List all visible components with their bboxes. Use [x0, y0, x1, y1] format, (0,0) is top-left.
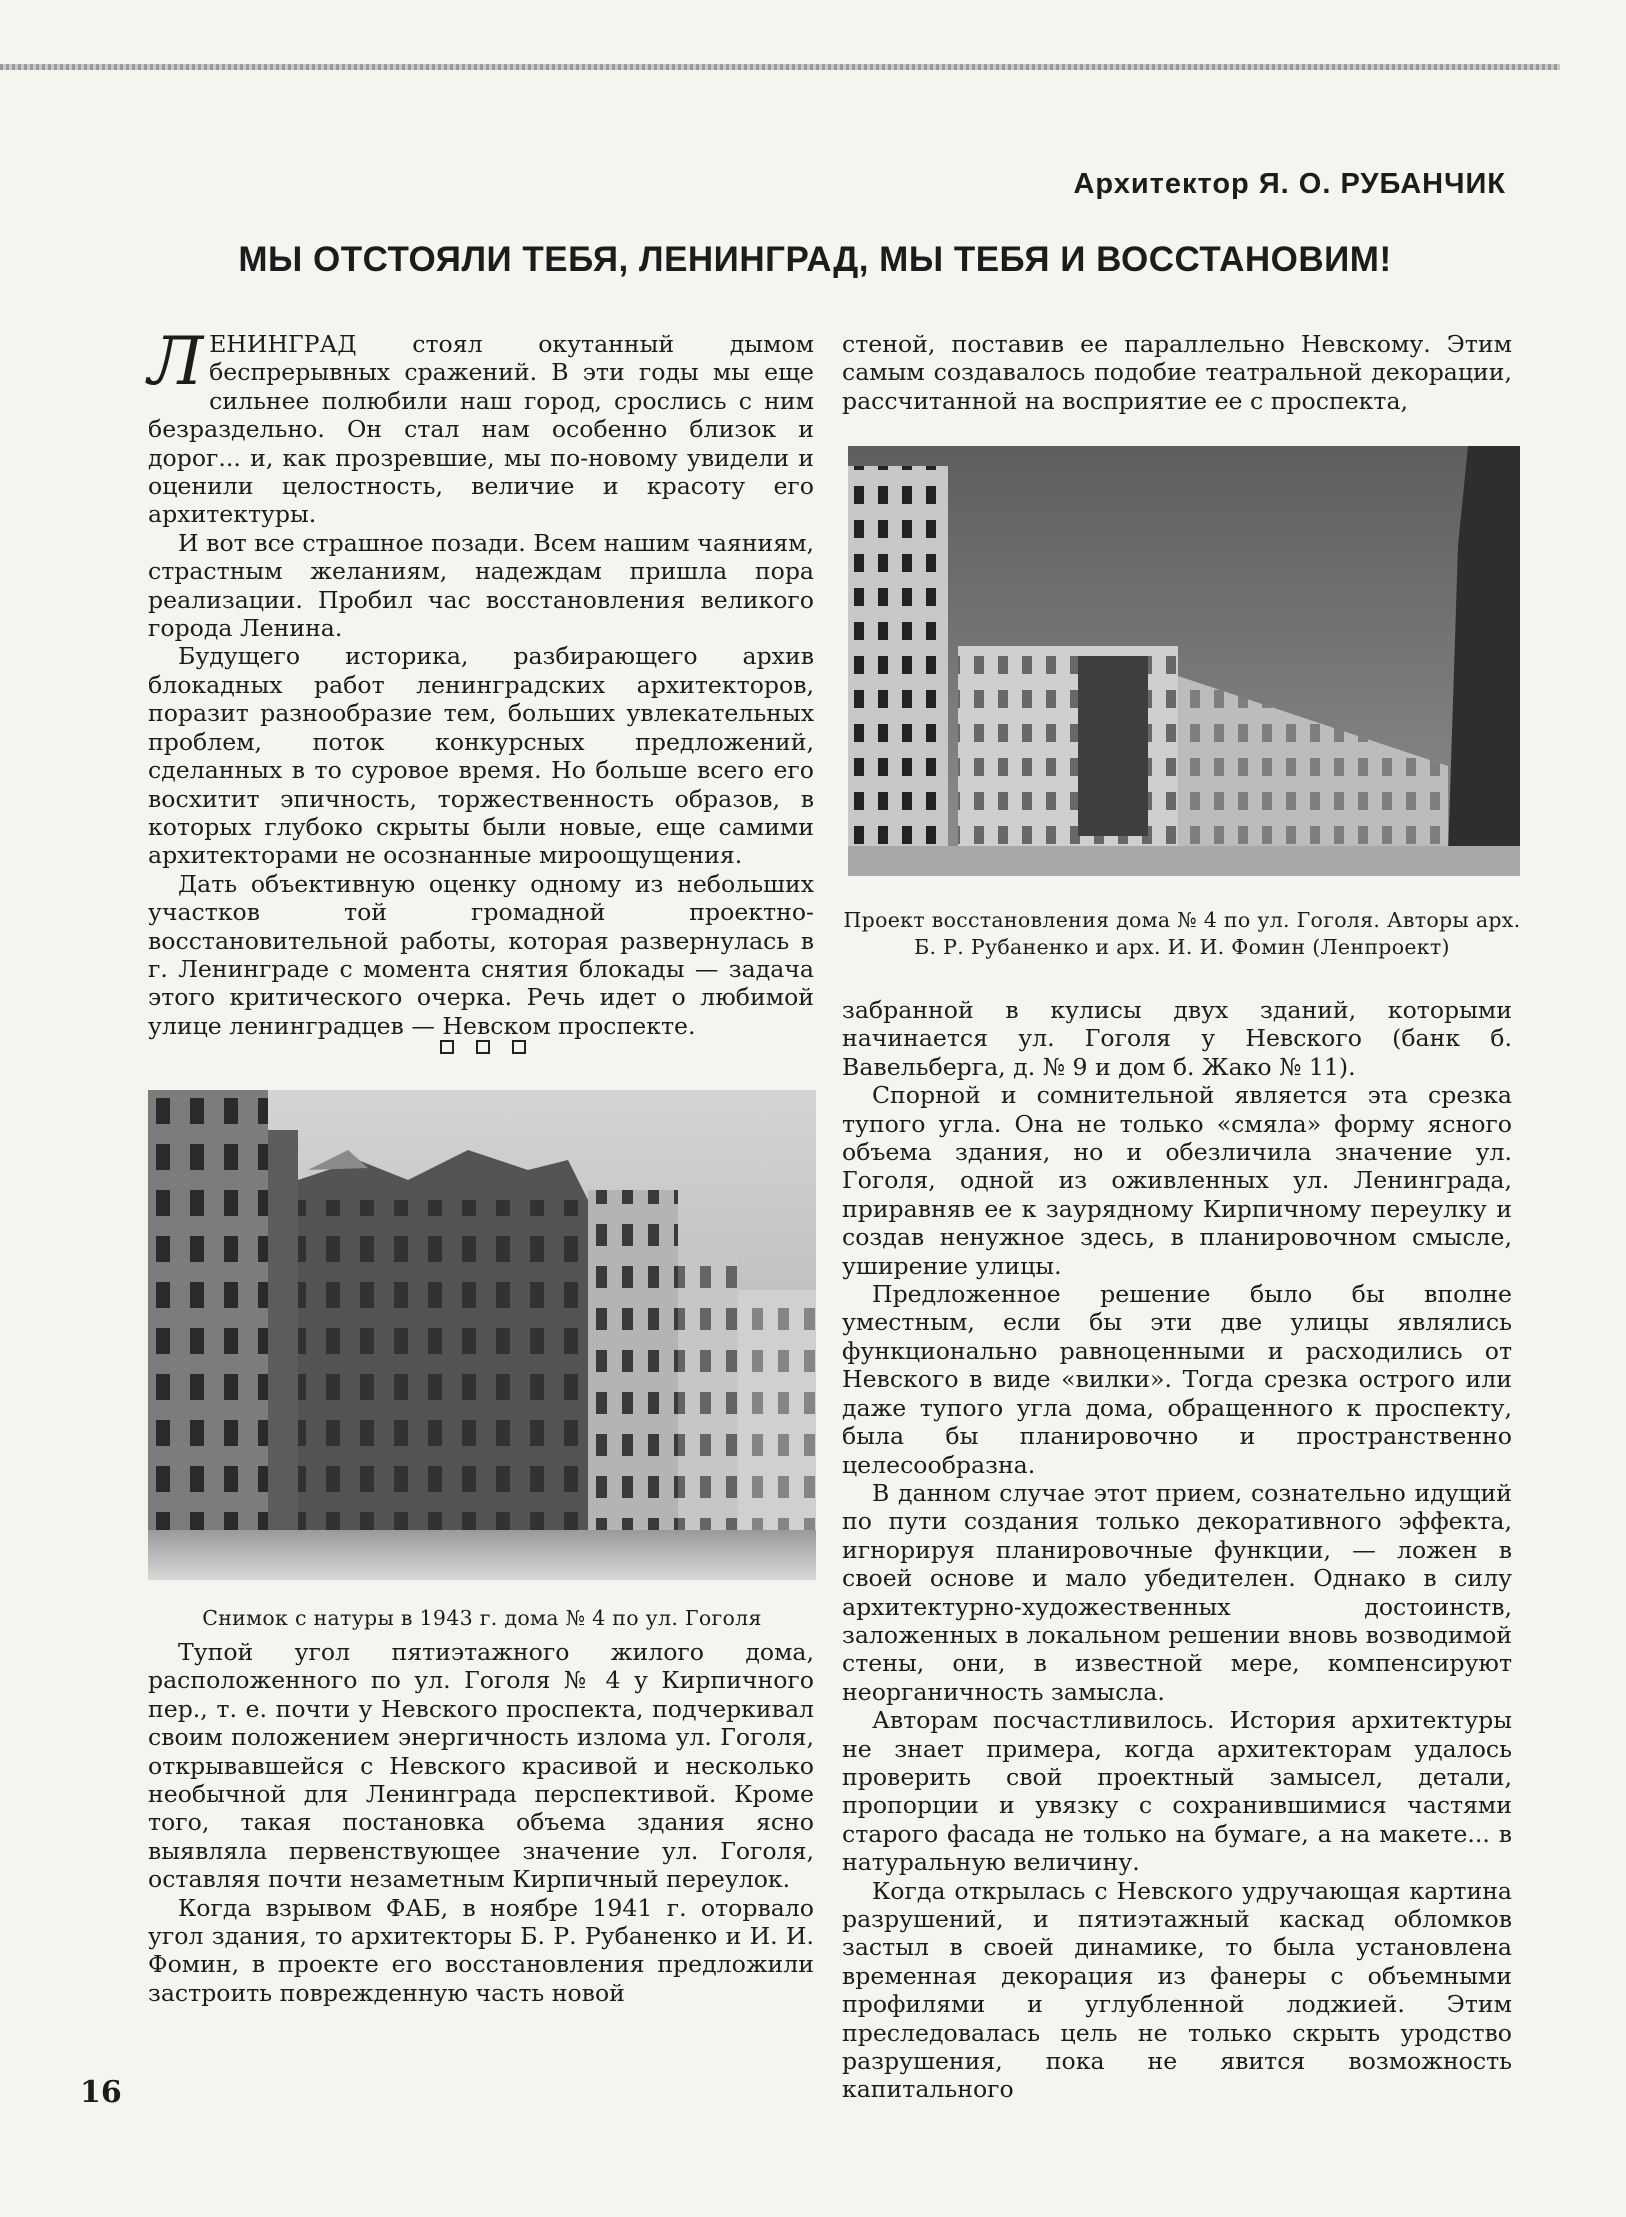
- photo-damaged-building: [148, 1090, 816, 1580]
- article-title: МЫ ОТСТОЯЛИ ТЕБЯ, ЛЕНИНГРАД, МЫ ТЕБЯ И ВОССТАНОВИМ!: [238, 240, 1392, 279]
- column-1-bottom: [148, 1638, 814, 2007]
- paragraph-2: И вот все страшное позади. Всем нашим чаяниям, страстным желаниям, надеждам пришла пора реализации. Пробил час восстановления великого города Ленина.: [148, 528, 814, 643]
- column-2-top: [842, 330, 1512, 415]
- photo-restoration-project-illustration: [848, 446, 1520, 876]
- ornament-square: [440, 1040, 454, 1054]
- photo-1-caption: Снимок с натуры в 1943 г. дома № 4 по ул. Гоголя: [202, 1606, 762, 1630]
- paragraph-11: В данном случае этот прием, сознательно идущий по пути создания только декоративного эффекта, игнорируя планировочные функции, — ложен в своей основе и мало убедителен. Однако в силу архитектурно-художественных достоинств, заложенных в локальном решении вновь возводимой стены, они, в известной мере, компенсируют неорганичность замысла.: [842, 1478, 1512, 1706]
- paragraph-10: Предложенное решение было бы вполне уместным, если бы эти две улицы являлись функционально равноценными и расходились от Невского в виде «вилки». Тогда срезка острого или даже тупого угла дома, обращенного к проспекту, была бы планировочно и пространственно целесообразна.: [842, 1280, 1512, 1479]
- paragraph-8: забранной в кулисы двух зданий, которыми начинается ул. Гоголя у Невского (банк б. Вавельберга, д. № 9 и дом б. Жако № 11).: [842, 996, 1512, 1081]
- photo-restoration-project: [848, 446, 1520, 876]
- ornament-square: [476, 1040, 490, 1054]
- section-ornament: [440, 1040, 540, 1056]
- paragraph-6: Когда взрывом ФАБ, в ноябре 1941 г. оторвало угол здания, то архитекторы Б. Р. Рубаненко и И. И. Фомин, в проекте его восстановления предложили застроить поврежденную часть новой: [148, 1893, 814, 2007]
- paragraph-9: Спорной и сомнительной является эта срезка тупого угла. Она не только «смяла» форму ясного объема здания, но и обезличила значение ул. Гоголя, одной из оживленных ул. Ленинграда, приравняв ее к заурядному Кирпичному переулку и создав ненужное здесь, в планировочном смысле, уширение улицы.: [842, 1081, 1512, 1280]
- top-rule: [0, 64, 1560, 70]
- photo-damaged-building-illustration: [148, 1090, 816, 1580]
- paragraph-12: Авторам посчастливилось. История архитектуры не знает примера, когда архитекторам удалось проверить свой проектный замысел, детали, пропорции и увязку с сохранившимися частями старого фасада не только на бумаге, а на макете... в натуральную величину.: [842, 1706, 1512, 1877]
- page-number: 16: [80, 2075, 122, 2110]
- paragraph-4: Дать объективную оценку одному из небольших участков той громадной проектно-восстановительной работы, которая развернулась в г. Ленинграде с момента снятия блокады — задача этого критического очерка. Речь идет о любимой улице ленинградцев — Невском проспекте.: [148, 869, 814, 1040]
- paragraph-1: ЛЕНИНГРАД стоял окутанный дымом беспрерывных сражений. В эти годы мы еще сильнее полюбили наш город, срослись с ним безраздельно. Он стал нам особенно близок и дорог... и, как прозревшие, мы по-новому увидели и оценили целостность, величие и красоту его архитектуры.: [148, 323, 814, 529]
- author-byline: Архитектор Я. О. РУБАНЧИК: [1073, 168, 1506, 200]
- paragraph-7: стеной, поставив ее параллельно Невскому. Этим самым создавалось подобие театральной декорации, рассчитанной на восприятие ее с проспекта,: [842, 330, 1512, 415]
- column-1-top: [148, 323, 814, 1040]
- column-2-bottom: [842, 996, 1512, 2104]
- drop-cap: Л: [148, 323, 204, 400]
- paragraph-3: Будущего историка, разбирающего архив блокадных работ ленинградских архитекторов, поразит разнообразие тем, больших увлекательных проблем, поток конкурсных предложений, сделанных в то суровое время. Но больше всего его восхитит эпичность, торжественность образов, в которых глубоко скрыты были новые, еще самими архитекторами не осознанные мироощущения.: [148, 642, 814, 870]
- photo-2-caption: Проект восстановления дома № 4 по ул. Гоголя. Авторы арх. Б. Р. Рубаненко и арх. И. И. Фомин (Ленпроект): [843, 908, 1521, 959]
- paragraph-5: Тупой угол пятиэтажного жилого дома, расположенного по ул. Гоголя № 4 у Кирпичного пер., т. е. почти у Невского проспекта, подчеркивал своим положением энергичность излома ул. Гоголя, открывавшейся с Невского красивой и несколько необычной для Ленинграда перспективой. Кроме того, такая постановка объема здания ясно выявляла первенствующее значение ул. Гоголя, оставляя почти незаметным Кирпичный переулок.: [148, 1638, 814, 1894]
- ornament-square: [512, 1040, 526, 1054]
- paragraph-13: Когда открылась с Невского удручающая картина разрушений, и пятиэтажный каскад обломков застыл в своей динамике, то была установлена временная декорация из фанеры с объемными профилями и углубленной лоджией. Этим преследовалась цель не только скрыть уродство разрушения, пока не явится возможность капитального: [842, 1876, 1512, 2104]
